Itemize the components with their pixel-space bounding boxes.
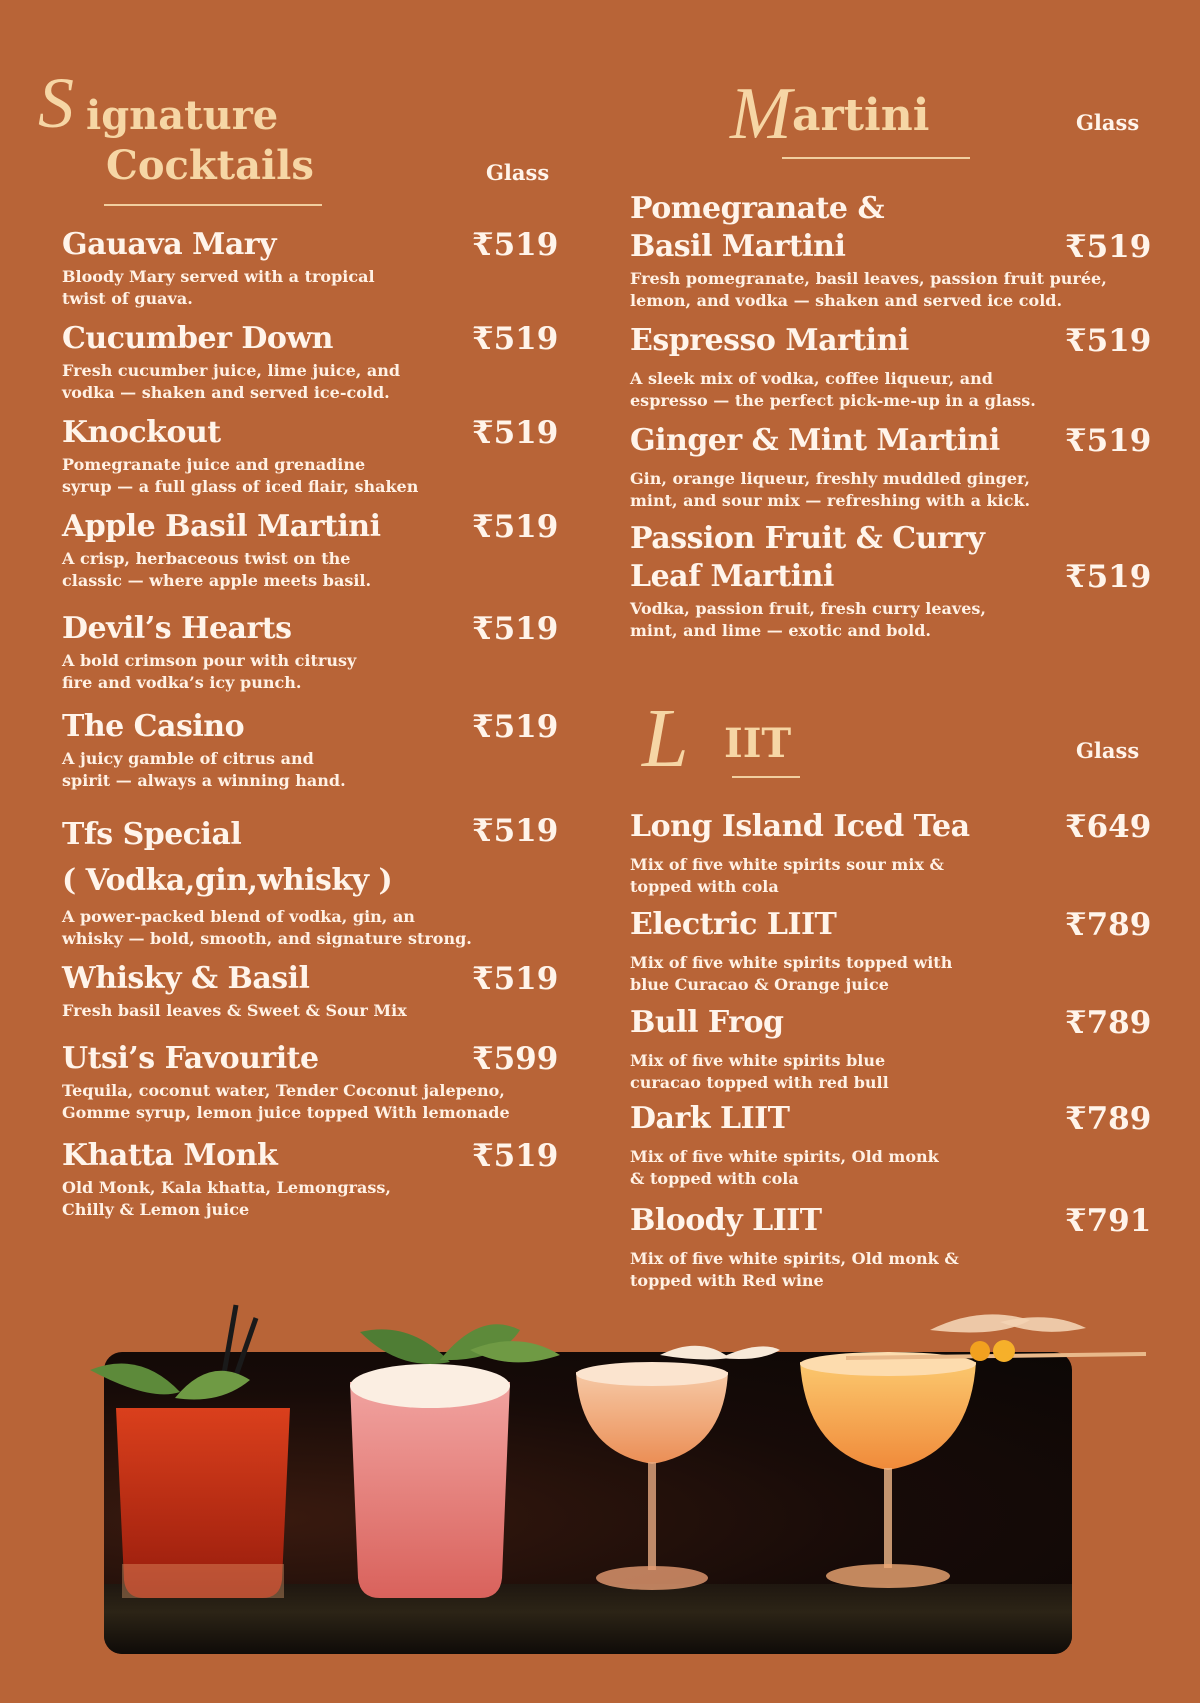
item-name: Apple Basil Martini xyxy=(62,509,381,544)
item-name: Bloody LIIT xyxy=(630,1203,822,1238)
item-description: Tequila, coconut water, Tender Coconut jalepeno, Gomme syrup, lemon juice topped With lemonade xyxy=(62,1081,510,1122)
item-price: ₹519 xyxy=(472,813,559,849)
menu-item-long-island-iced-tea xyxy=(630,808,1150,898)
signature-glass-label: Glass xyxy=(486,160,550,185)
liit-title-initial: L xyxy=(642,692,689,785)
item-name: Long Island Iced Tea xyxy=(630,809,970,844)
item-price: ₹599 xyxy=(472,1041,559,1077)
item-description: A sleek mix of vodka, coffee liqueur, and espresso — the perfect pick-me-up in a glass. xyxy=(630,369,1036,410)
item-description: Mix of five white spirits, Old monk & topped with cola xyxy=(630,1147,939,1188)
signature-title-underline xyxy=(104,204,322,206)
menu-item-bull-frog xyxy=(630,1004,1150,1094)
cocktail-glasses-illustration xyxy=(104,1352,1072,1654)
item-name: Devil’s Hearts xyxy=(62,611,292,646)
item-name: Ginger & Mint Martini xyxy=(630,423,1000,458)
menu-item-pomegranate-basil-martini xyxy=(630,190,1150,312)
item-price: ₹519 xyxy=(472,415,559,451)
item-description: Pomegranate juice and grenadine syrup — a full glass of iced flair, shaken xyxy=(62,455,419,496)
item-description: Mix of five white spirits sour mix & topped with cola xyxy=(630,855,944,896)
item-description: Mix of five white spirits blue curacao topped with red bull xyxy=(630,1051,889,1092)
item-name: Pomegranate & Basil Martini xyxy=(630,191,885,264)
menu-item-bloody-liit xyxy=(630,1202,1150,1292)
item-name: Knockout xyxy=(62,415,221,450)
item-description: Mix of five white spirits topped with blue Curacao & Orange juice xyxy=(630,953,953,994)
garnish-husk-icon xyxy=(930,1314,1030,1332)
menu-item-whisky-basil xyxy=(62,960,562,1022)
item-price: ₹519 xyxy=(1065,559,1152,595)
item-description: A juicy gamble of citrus and spirit — always a winning hand. xyxy=(62,749,346,790)
liit-title-underline xyxy=(732,776,800,778)
menu-item-utsis-favourite xyxy=(62,1040,562,1124)
item-price: ₹649 xyxy=(1065,809,1152,845)
menu-item-devils-hearts xyxy=(62,610,562,694)
item-description: Old Monk, Kala khatta, Lemongrass, Chilly & Lemon juice xyxy=(62,1178,391,1219)
item-price: ₹519 xyxy=(472,509,559,545)
item-price: ₹519 xyxy=(1065,229,1152,265)
menu-item-ginger-mint-martini xyxy=(630,422,1150,512)
item-description: Vodka, passion fruit, fresh curry leaves, mint, and lime — exotic and bold. xyxy=(630,599,986,640)
item-description: Fresh basil leaves & Sweet & Sour Mix xyxy=(62,1001,407,1020)
martini-title-rest: artini xyxy=(792,90,930,141)
item-price: ₹789 xyxy=(1065,1005,1152,1041)
item-name: Espresso Martini xyxy=(630,323,909,358)
martini-title-underline xyxy=(782,157,970,159)
signature-title-line1: ignature xyxy=(86,92,279,139)
item-price: ₹519 xyxy=(472,709,559,745)
signature-title-line2: Cocktails xyxy=(106,142,314,189)
menu-item-cucumber-down xyxy=(62,320,562,404)
cocktails-photo xyxy=(104,1352,1072,1654)
item-name: Electric LIIT xyxy=(630,907,837,942)
menu-item-the-casino xyxy=(62,708,562,792)
item-description: Bloody Mary served with a tropical twist of guava. xyxy=(62,267,375,308)
item-description: Fresh cucumber juice, lime juice, and vodka — shaken and served ice-cold. xyxy=(62,361,401,402)
menu-item-espresso-martini xyxy=(630,322,1150,412)
item-name: Utsi’s Favourite xyxy=(62,1041,319,1076)
item-name: The Casino xyxy=(62,709,245,744)
item-price: ₹519 xyxy=(1065,423,1152,459)
item-description: Fresh pomegranate, basil leaves, passion fruit purée, lemon, and vodka — shaken and served ice cold. xyxy=(630,269,1107,310)
menu-item-knockout xyxy=(62,414,562,498)
menu-item-gauava-mary xyxy=(62,226,562,310)
item-name: Gauava Mary xyxy=(62,227,277,262)
signature-title-initial: S xyxy=(38,63,74,143)
item-description: A bold crimson pour with citrusy fire and vodka’s icy punch. xyxy=(62,651,357,692)
item-price: ₹789 xyxy=(1065,1101,1152,1137)
item-price: ₹789 xyxy=(1065,907,1152,943)
menu-item-tfs-special xyxy=(62,812,562,950)
item-name: Khatta Monk xyxy=(62,1138,278,1173)
item-description: Gin, orange liqueur, freshly muddled ginger, mint, and sour mix — refreshing with a kick. xyxy=(630,469,1031,510)
menu-item-khatta-monk xyxy=(62,1137,562,1221)
item-name: Whisky & Basil xyxy=(62,961,310,996)
garnish-husk-icon xyxy=(1000,1317,1086,1332)
martini-title-initial: M xyxy=(730,73,792,155)
martini-title xyxy=(730,72,990,155)
item-name: Cucumber Down xyxy=(62,321,333,356)
item-name: Dark LIIT xyxy=(630,1101,790,1136)
item-price: ₹791 xyxy=(1065,1203,1152,1239)
item-price: ₹519 xyxy=(472,227,559,263)
menu-item-apple-basil-martini xyxy=(62,508,562,592)
item-price: ₹519 xyxy=(472,321,559,357)
liit-title xyxy=(642,690,842,785)
item-description: A power-packed blend of vodka, gin, an whisky — bold, smooth, and signature strong. xyxy=(62,907,472,948)
item-name: Passion Fruit & Curry Leaf Martini xyxy=(630,521,985,594)
liit-title-rest: IIT xyxy=(724,720,792,767)
item-description: A crisp, herbaceous twist on the classic — where apple meets basil. xyxy=(62,549,372,590)
item-name: Bull Frog xyxy=(630,1005,784,1040)
menu-item-electric-liit xyxy=(630,906,1150,996)
liit-glass-label: Glass xyxy=(1076,738,1140,763)
menu-item-passion-fruit-curry-leaf-martini xyxy=(630,520,1150,642)
item-price: ₹519 xyxy=(1065,323,1152,359)
menu-item-dark-liit xyxy=(630,1100,1150,1190)
item-price: ₹519 xyxy=(472,1138,559,1174)
item-price: ₹519 xyxy=(472,961,559,997)
martini-glass-label: Glass xyxy=(1076,110,1140,135)
item-price: ₹519 xyxy=(472,611,559,647)
item-description: Mix of five white spirits, Old monk & topped with Red wine xyxy=(630,1249,959,1290)
item-name: Tfs Special ( Vodka,gin,whisky ) xyxy=(62,817,393,898)
